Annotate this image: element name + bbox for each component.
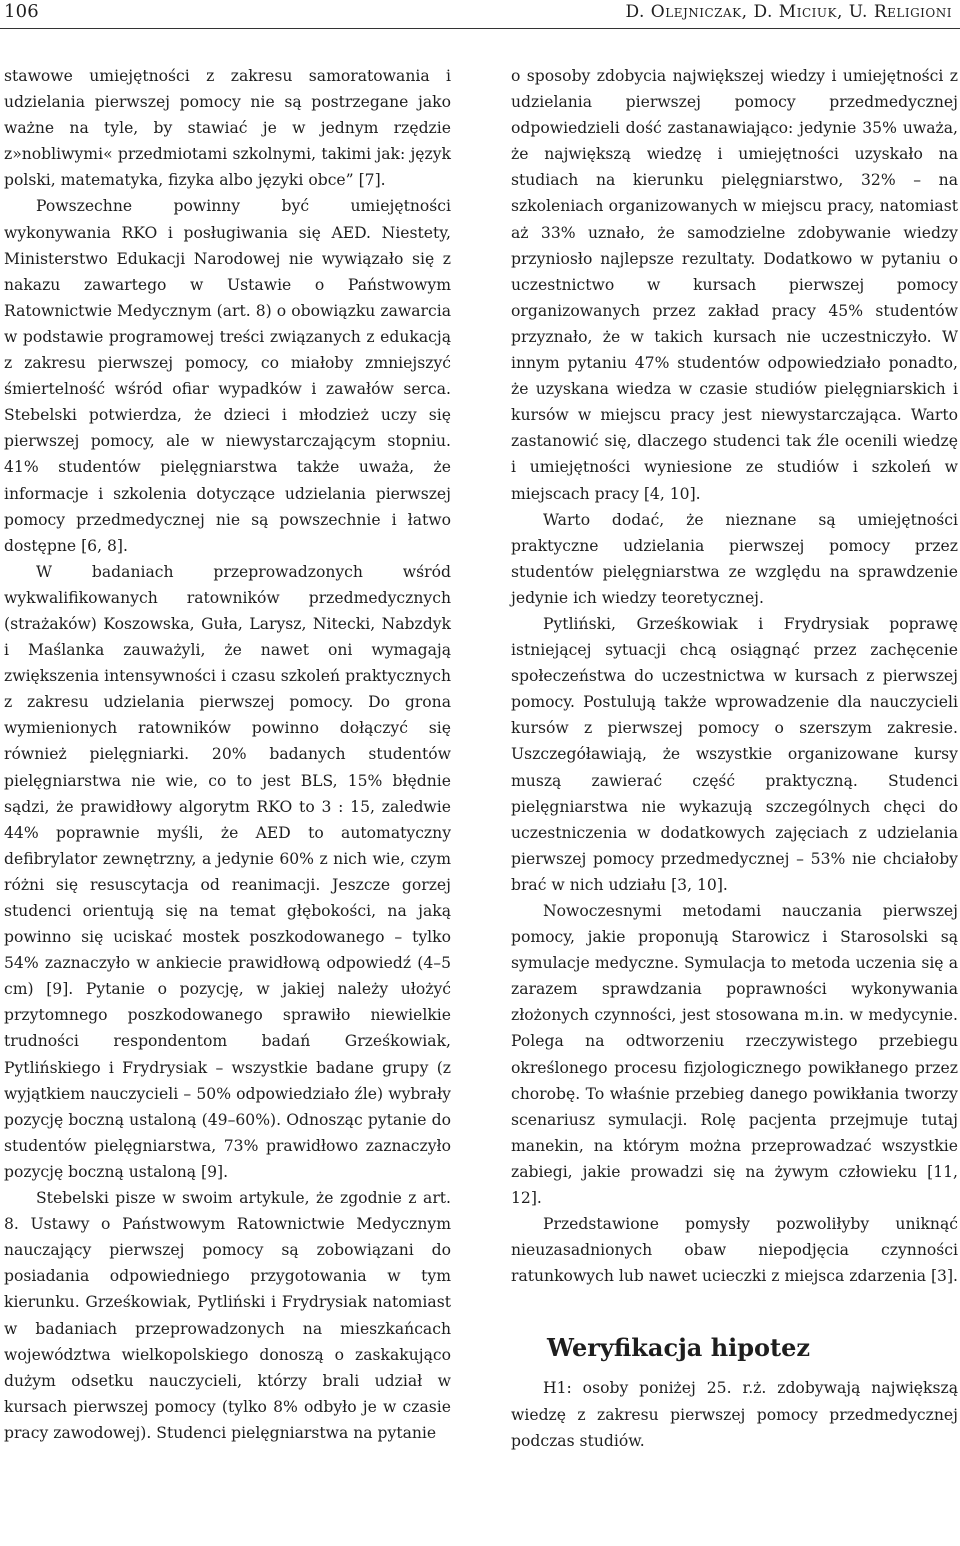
paragraph: Przedstawione pomysły pozwoliłyby uniknąć nieuzasadnionych obaw niepodjęcia czynności ratunkowych lub nawet ucieczki z miejsca zdarzenia [3]. (511, 1215, 958, 1286)
paragraph: Stebelski pisze w swoim artykule, że zgodnie z art. 8. Ustawy o Państwowym Ratownictwie Medycznym nauczający pierwszej pomocy są zobowiązani do posiadania odpowiedniego przygotowania w tym kierunku. Grześkowiak, Pytliński i Frydrysiak natomiast w badaniach przeprowadzonych na mieszkańcach województwa wielkopolskiego donoszą o zaskakująco dużym odsetku nauczycieli, którzy brali udział w kursach pierwszej pomocy (tylko 8% odbyło je w czasie pracy zawodowej). Studenci pielęgniarstwa na pytanie (4, 1189, 451, 1442)
running-head: D. Olejniczak, D. Miciuk, U. Religioni (625, 2, 952, 22)
paragraph: Warto dodać, że nieznane są umiejętności praktyczne udzielania pierwszej pomocy przez studentów pielęgniarstwa ze względu na sprawdzenie jedynie ich wiedzy teoretycznej. (511, 510, 958, 607)
paragraph: Powszechne powinny być umiejętności wykonywania RKO i posługiwania się AED. Niestety, Ministerstwo Edukacji Narodowej nie wywiązało się z nakazu zawartego w Ustawie o Państwowym Ratownictwie Medycznym (art. 8) o obowiązku zawarcia w podstawie programowej treści związanych z edukacją z zakresu pierwszej pomocy, co miałoby zmniejszyć śmiertelność wśród ofiar wypadków i zawałów serca. Stebelski potwierdza, że dzieci i młodzież uczy się pierwszej pomocy, ale w niewystarczającym stopniu. 41% studentów pielęgniarstwa także uważa, że informacje i szkolenia dotyczące udzielania pierwszej pomocy przedmedycznej nie są powszechnie i łatwo dostępne [6, 8]. (4, 197, 451, 555)
paragraph: stawowe umiejętności z zakresu samoratowania i udzielania pierwszej pomocy nie są postrzegane jako ważne na tyle, by stawiać je w jednym rzędzie z»nobliwymi« przedmiotami szkolnymi, takimi jak: język polski, matematyka, fizyka albo języki obce” [7]. (4, 67, 451, 190)
page-header (0, 0, 960, 28)
header-rule (0, 28, 960, 29)
paragraph: Nowoczesnymi metodami nauczania pierwszej pomocy, jakie proponują Starowicz i Starosolski są symulacje medyczne. Symulacja to metoda uczenia się a zarazem sprawdzania poprawności wykonywania złożonych czynności, jest stosowana m.in. w medycynie. Polega na odtworzeniu rzeczywistego przebiegu określonego procesu fizjologicznego powikłanego przez chorobę. To właśnie przebieg danego powikłania tworzy scenariusz symulacji. Rolę pacjenta przejmuje tutaj manekin, na którym można przeprowadzać wszystkie zabiegi, jakie prowadzi się na żywym człowieku [11, 12]. (511, 902, 958, 1208)
paragraph: Pytliński, Grześkowiak i Frydrysiak poprawę istniejącej sytuacji chcą osiągnąć przez zachęcenie społeczeństwa do uczestnictwa w kursach z pierwszej pomocy. Postulują także wprowadzenie dla nauczycieli kursów z pierwszej pomocy o szerszym zakresie. Uszczegóławiają, że wszystkie organizowane kursy muszą zawierać część praktyczną. Studenci pielęgniarstwa nie wykazują szczególnych chęci do uczestniczenia w dodatkowych zajęciach z udzielania pierwszej pomocy przedmedycznej – 53% nie chciałoby brać w nich udziału [3, 10]. (511, 614, 958, 894)
section-heading: Weryfikacja hipotez (547, 1333, 811, 1363)
page-number: 106 (4, 1, 39, 22)
paragraph: H1: osoby poniżej 25. r.ż. zdobywają największą wiedzę z zakresu pierwszej pomocy przedmedycznej podczas studiów. (511, 1379, 958, 1450)
paragraph: o sposoby zdobycia największej wiedzy i umiejętności z udzielania pierwszej pomocy przedmedycznej odpowiedzieli dość zastanawiająco: jedynie 35% uważa, że największą wiedzę i umiejętności uzyskało na studiach na kierunku pielęgniarstwo, 32% – na szkoleniach organizowanych w miejscu pracy, natomiast aż 33% uznało, że samodzielne zdobywanie wiedzy przyniosło najlepsze rezultaty. Dodatkowo w pytaniu o uczestnictwo w kursach pierwszej pomocy organizowanych przez zakład pracy 45% studentów przyznało, że w takich kursach nie uczestniczyło. W innym pytaniu 47% studentów odpowiedziało ponadto, że uzyskana wiedza w czasie studiów pielęgniarskich i kursów w miejscu pracy jest niewystarczająca. Warto zastanowić się, dlaczego studenci tak źle ocenili wiedzę i umiejętności wyniesione ze studiów i szkoleń w miejscach pracy [4, 10]. (511, 67, 958, 503)
right-column (511, 63, 958, 1454)
paragraph: W badaniach przeprowadzonych wśród wykwalifikowanych ratowników przedmedycznych (strażaków) Koszowska, Guła, Larysz, Nitecki, Nabzdyk i Maślanka zauważyli, że nawet oni wymagają zwiększenia intensywności i czasu szkoleń praktycznych z zakresu udzielania pierwszej pomocy. Do grona wymienionych ratowników powinno dołączyć się również pielęgniarki. 20% badanych studentów pielęgniarstwa nie wie, co to jest BLS, 15% błędnie sądzi, że prawidłowy algorytm RKO to 3 : 15, zaledwie 44% poprawnie myśli, że AED to automatyczny defibrylator zewnętrzny, a jedynie 60% z nich wie, czym różni się resuscytacja od reanimacji. Jeszcze gorzej studenci orientują się na temat głębokości, na jaką powinno się uciskać mostek poszkodowanego – tylko 54% zaznaczyło w ankiecie prawidłową odpowiedź (4–5 cm) [9]. Pytanie o pozycję, w jakiej należy ułożyć przytomnego poszkodowanego sprawiło niewielkie trudności respondentom badań Grześkowiak, Pytlińskiego i Frydrysiak – wszystkie badane grupy (z wyjątkiem nauczycieli – 50% odpowiedziało źle) wybrały pozycję boczną ustaloną (49–60%). Odnosząc pytanie do studentów pielęgniarstwa, 73% prawidłowo zaznaczyło pozycję boczną ustaloną [9]. (4, 562, 451, 1181)
left-column (4, 63, 451, 1446)
